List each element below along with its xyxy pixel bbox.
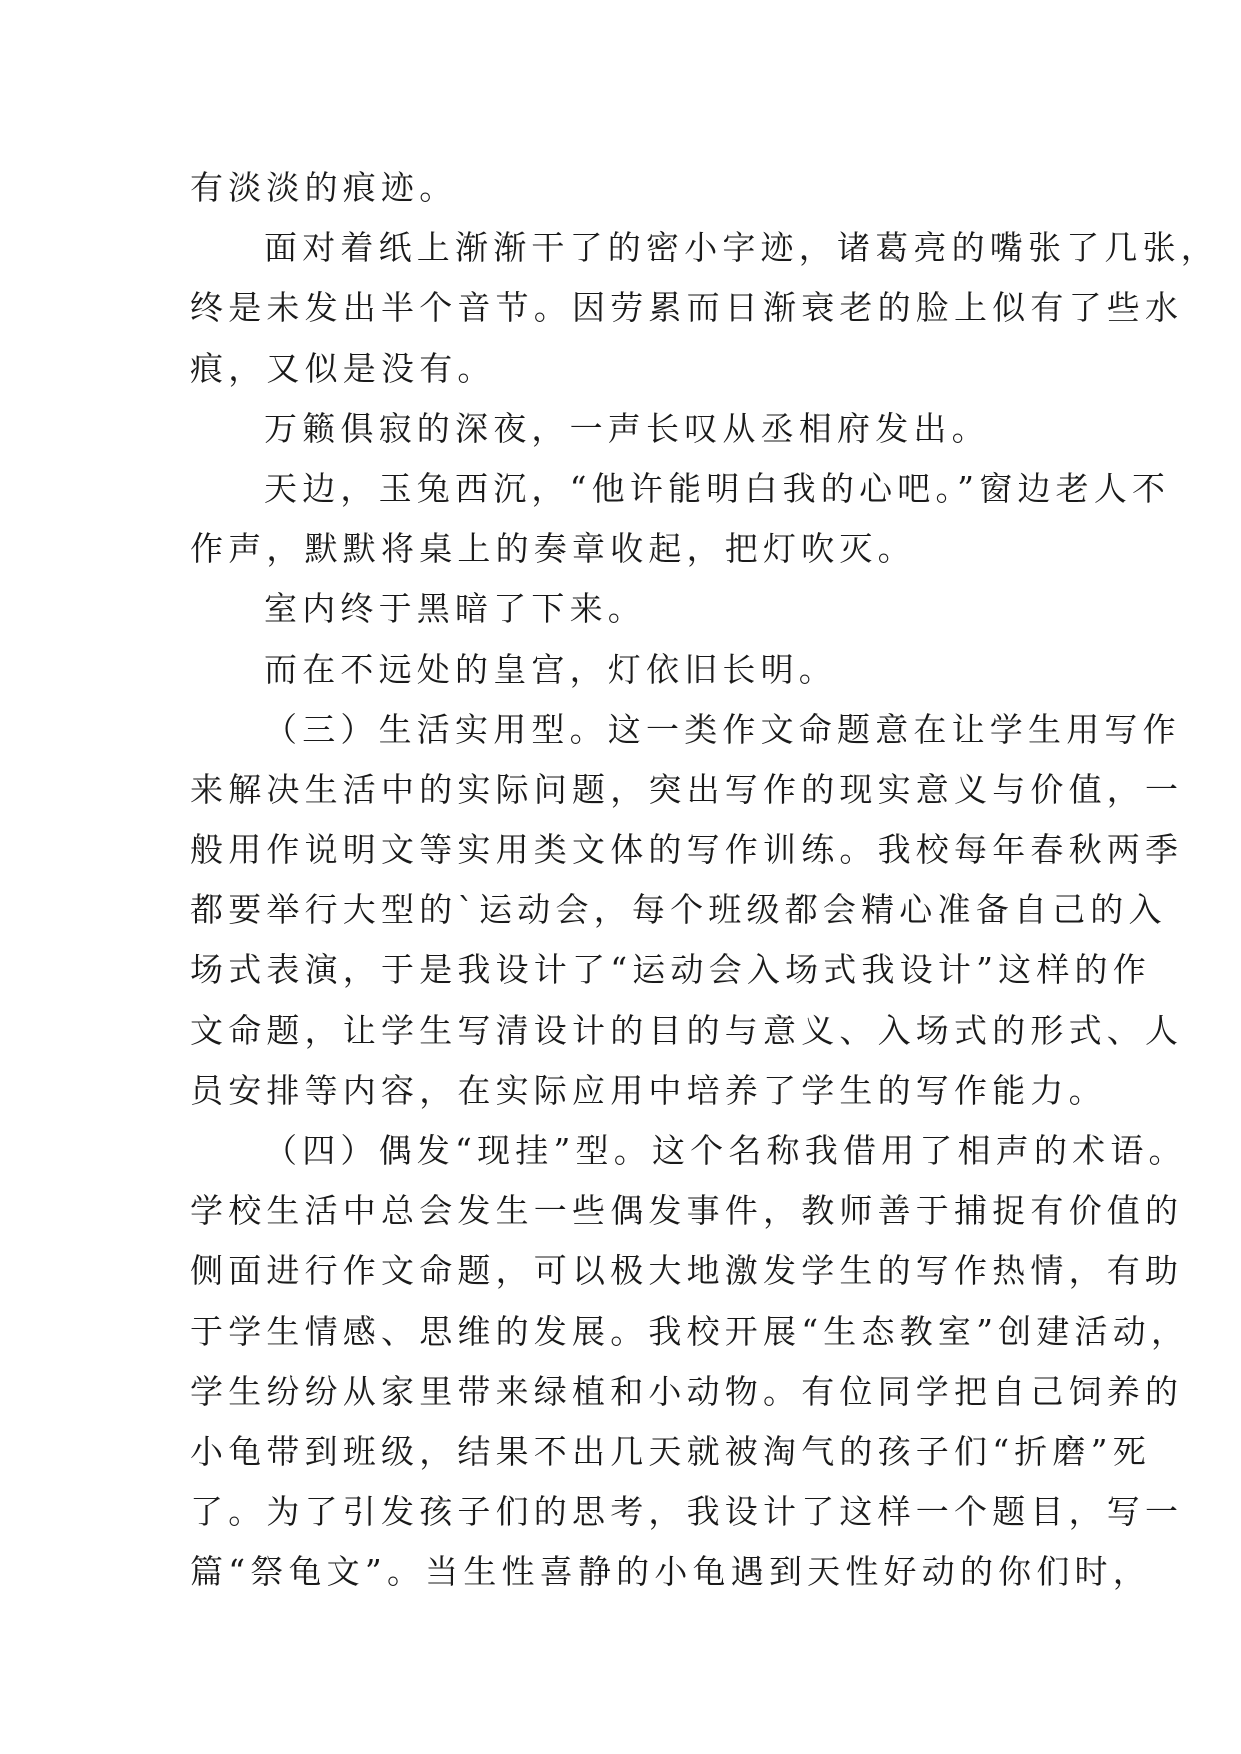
text-line: 作声，默默将桌上的奏章收起，把灯吹灭。 xyxy=(190,529,916,569)
text-line: 文命题，让学生写清设计的目的与意义、入场式的形式、人 xyxy=(190,1010,1184,1050)
text-line: 场式表演，于是我设计了“运动会入场式我设计”这样的作 xyxy=(190,950,1151,990)
text-line: 而在不远处的皇宫，灯依旧长明。 xyxy=(264,649,837,689)
text-line: （四）偶发“现挂”型。这个名称我借用了相声的术语。 xyxy=(264,1131,1187,1170)
text-line: 侧面进行作文命题，可以极大地激发学生的写作热情，有助 xyxy=(190,1251,1184,1291)
text-line: （三）生活实用型。这一类作文命题意在让学生用写作 xyxy=(264,709,1181,749)
text-line: 员安排等内容，在实际应用中培养了学生的写作能力。 xyxy=(190,1070,1107,1110)
text-line: 小龟带到班级，结果不出几天就被淘气的孩子们“折磨”死 xyxy=(190,1431,1151,1471)
text-line: 万籁俱寂的深夜，一声长叹从丞相府发出。 xyxy=(264,408,990,448)
text-line: 学生纷纷从家里带来绿植和小动物。有位同学把自己饲养的 xyxy=(190,1371,1184,1411)
text-line: 于学生情感、思维的发展。我校开展“生态教室”创建活动， xyxy=(190,1311,1190,1351)
text-line: 学校生活中总会发生一些偶发事件，教师善于捕捉有价值的 xyxy=(190,1191,1184,1231)
text-line: 痕，又似是没有。 xyxy=(190,348,496,388)
text-line: 有淡淡的痕迹。 xyxy=(190,168,458,207)
text-line: 了。为了引发孩子们的思考，我设计了这样一个题目，写一 xyxy=(190,1492,1184,1532)
text-line: 室内终于黑暗了下来。 xyxy=(264,589,646,629)
text-line: 般用作说明文等实用类文体的写作训练。我校每年春秋两季 xyxy=(190,830,1184,870)
text-line: 都要举行大型的`运动会，每个班级都会精心准备自己的入 xyxy=(190,890,1167,930)
text-line: 天边，玉兔西沉，“他许能明白我的心吧。”窗边老人不 xyxy=(264,468,1171,508)
text-line: 来解决生活中的实际问题，突出写作的现实意义与价值，一 xyxy=(190,769,1184,809)
document-page xyxy=(190,158,1219,1603)
text-line: 终是未发出半个音节。因劳累而日渐衰老的脸上似有了些水 xyxy=(190,288,1184,328)
text-line: 面对着纸上渐渐干了的密小字迹，诸葛亮的嘴张了几张， xyxy=(264,228,1219,268)
text-line: 篇“祭龟文”。当生性喜静的小龟遇到天性好动的你们时， xyxy=(190,1552,1151,1592)
